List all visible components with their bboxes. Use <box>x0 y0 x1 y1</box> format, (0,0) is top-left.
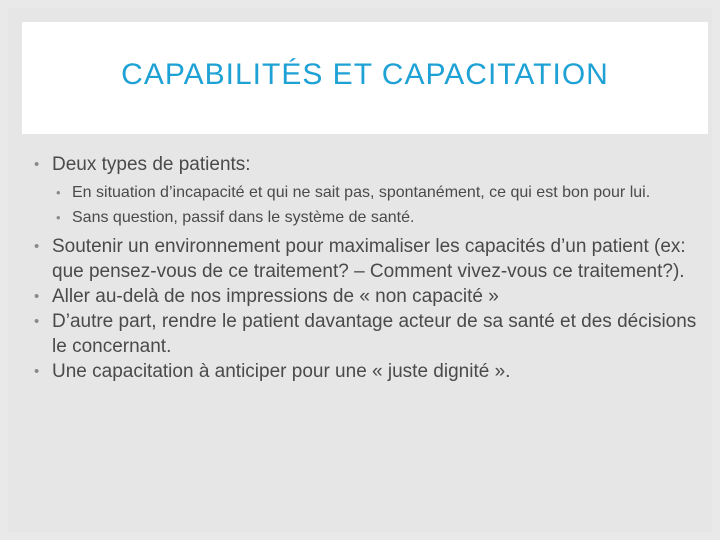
sub-bullet-item <box>32 207 700 228</box>
sub-bullet-text: Sans question, passif dans le système de santé. <box>72 209 415 226</box>
slide-title: CAPABILITÉS ET CAPACITATION <box>121 58 609 91</box>
bullet-text: D’autre part, rendre le patient davantage acteur de sa santé et des décisions le concernant. <box>52 311 697 357</box>
bullet-text: Soutenir un environnement pour maximaliser les capacités d’un patient (ex: que pensez-vous de ce traitement? – Comment vivez-vous ce traitement?). <box>52 236 686 282</box>
sub-bullet-list <box>32 182 700 228</box>
bullet-text: Deux types de patients: <box>52 154 251 175</box>
sub-bullet-item <box>32 182 700 203</box>
sub-bullet-text: En situation d’incapacité et qui ne sait pas, spontanément, ce qui est bon pour lui. <box>72 184 651 201</box>
bullet-item <box>32 359 700 384</box>
bullet-item <box>32 309 700 359</box>
bullet-item <box>32 284 700 309</box>
bullet-text: Aller au-delà de nos impressions de « non capacité » <box>52 286 499 307</box>
bullet-list <box>32 152 700 177</box>
title-band <box>22 22 708 134</box>
bullet-text: Une capacitation à anticiper pour une « juste dignité ». <box>52 361 511 382</box>
slide <box>8 8 712 532</box>
bullet-list <box>32 234 700 384</box>
slide-content <box>32 152 700 384</box>
bullet-item <box>32 152 700 177</box>
bullet-item <box>32 234 700 284</box>
